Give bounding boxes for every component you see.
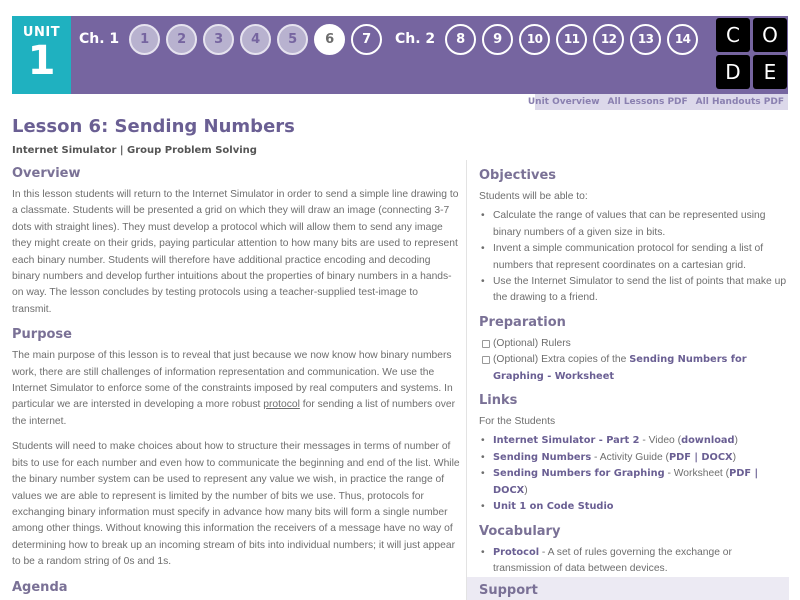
- support-heading: Support: [479, 583, 538, 598]
- chapter-1-nav: [79, 25, 388, 53]
- all-handouts-pdf-link[interactable]: All Handouts PDF: [695, 97, 784, 107]
- link-item: [479, 499, 788, 515]
- vocabulary-heading: Vocabulary: [479, 523, 561, 539]
- link-type: - Worksheet (: [664, 468, 730, 480]
- purpose-text-2: Students will need to make choices about how to structure their messages in terms of number of bits to use for each number and even how to communicate the beginning and end of the list. While the binary number system can be used to represent any value we wish, in practice the range of values we are able to represent is limited by the number of bits we use. Thus, protocols for exchanging binary information must specify in advance how many bits will form a single number among other things. Without knowing this information the receivers of a message have no way of determining how to break up an incoming stream of bits into individual numbers; it will just appear to be a random string of 0s and 1s.: [12, 441, 460, 568]
- link-item: [479, 433, 788, 449]
- logo-letter-d: D: [716, 55, 750, 89]
- vocabulary-list: [479, 545, 788, 578]
- purpose-text-part: for sending a list of numbers over the internet.: [12, 399, 456, 427]
- link-item: [479, 450, 788, 466]
- docx-link[interactable]: DOCX: [493, 484, 525, 496]
- preparation-item: [479, 336, 788, 352]
- vocab-term: Protocol: [493, 546, 540, 558]
- separator: |: [751, 468, 759, 480]
- support-section: [467, 577, 789, 600]
- main-content: [12, 166, 460, 600]
- overview-heading: Overview: [12, 166, 81, 181]
- paren: ): [524, 484, 528, 496]
- lesson-link-13[interactable]: 13: [630, 24, 661, 55]
- purpose-text-part: The main purpose of this lesson is to reveal that just because we now know how binary numbers work, there are still challenges of information representation and communication. We use the Internet Simulator to enforce some of the constraints imposed by real computers and systems. In particular we are intersted in developing a more robust: [12, 350, 453, 411]
- chapter-label: Ch. 2: [395, 31, 436, 47]
- page-title: Lesson 6: Sending Numbers: [12, 116, 295, 137]
- lesson-link-5[interactable]: 5: [277, 24, 308, 55]
- pdf-link[interactable]: PDF: [729, 468, 752, 480]
- lesson-link-3[interactable]: 3: [203, 24, 234, 55]
- logo-letter-c: C: [716, 18, 750, 52]
- download-link[interactable]: download: [681, 435, 735, 447]
- lesson-link-6-current[interactable]: 6: [314, 24, 345, 55]
- code-org-logo[interactable]: [716, 18, 788, 90]
- objective-item: • Calculate the range of values that can be represented using binary numbers of a given size in bits.: [479, 208, 788, 241]
- internet-simulator-link[interactable]: Internet Simulator - Part 2: [493, 435, 640, 447]
- paren: ): [734, 435, 738, 447]
- worksheet-link[interactable]: Sending Numbers for Graphing - Worksheet: [493, 354, 747, 382]
- objectives-intro: Students will be able to:: [479, 191, 588, 202]
- preparation-text: (Optional) Extra copies of the: [493, 354, 630, 366]
- unit-number: 1: [27, 38, 56, 84]
- objective-item: • Use the Internet Simulator to send the list of points that make up the drawing to a friend.: [479, 274, 788, 307]
- lesson-link-4[interactable]: 4: [240, 24, 271, 55]
- lesson-link-11[interactable]: 11: [556, 24, 587, 55]
- lesson-subtitle: Internet Simulator | Group Problem Solving: [12, 145, 257, 156]
- worksheet-title-link[interactable]: Sending Numbers for Graphing: [493, 468, 665, 480]
- unit-overview-link[interactable]: Unit Overview: [527, 97, 600, 107]
- separator: |: [691, 451, 702, 463]
- objectives-heading: Objectives: [479, 168, 557, 183]
- objective-item: • Invent a simple communication protocol for sending a list of numbers that represent coordinates on a cartesian grid.: [479, 241, 788, 274]
- lesson-link-14[interactable]: 14: [667, 24, 698, 55]
- chapter-label: Ch. 1: [79, 31, 120, 47]
- chapter-2-nav: [395, 25, 704, 53]
- protocol-vocab-link[interactable]: protocol: [263, 399, 300, 411]
- lesson-link-9[interactable]: 9: [482, 24, 513, 55]
- activity-guide-link[interactable]: Sending Numbers: [493, 451, 592, 463]
- vocab-item: [479, 545, 788, 578]
- link-type: - Video (: [639, 435, 682, 447]
- objectives-list: [479, 208, 788, 306]
- links-heading: Links: [479, 393, 518, 409]
- preparation-heading: Preparation: [479, 314, 566, 330]
- resource-links-bar: [527, 94, 788, 110]
- pdf-link[interactable]: PDF: [668, 451, 691, 463]
- logo-letter-o: O: [753, 18, 787, 52]
- docx-link[interactable]: DOCX: [701, 451, 733, 463]
- links-subheading: For the Students: [479, 416, 556, 428]
- vocab-definition: - A set of rules governing the exchange or transmission of data between devices.: [493, 546, 732, 574]
- paren: ): [732, 451, 737, 463]
- preparation-item: [479, 352, 788, 385]
- links-list: [479, 433, 788, 515]
- unit-label: UNIT: [22, 25, 61, 40]
- overview-text: In this lesson students will return to the Internet Simulator in order to send a simple line drawing to a classmate. Students will be presented a grid on which they will draw an image (connecting 3-7 dots with straight lines). They must develop a protocol which will allow them to send any image they might create on their grids, paying particular attention to how many bits are used to represent each binary number. Students will therefore have additional practice encoding and decoding binary numbers and develop further intuitions about the properties of binary numbers in a hands-on way. The lesson concludes by testing protocols using a teacher-supplied test-image to transmit.: [12, 189, 459, 315]
- link-item: [479, 466, 788, 499]
- sidebar: [466, 160, 788, 600]
- purpose-heading: Purpose: [12, 327, 72, 343]
- lesson-link-1[interactable]: 1: [129, 24, 160, 55]
- lesson-link-10[interactable]: 10: [519, 24, 550, 55]
- link-type: - Activity Guide (: [591, 451, 669, 463]
- preparation-text: (Optional) Rulers: [493, 337, 571, 349]
- lesson-link-7[interactable]: 7: [351, 24, 382, 55]
- lesson-link-8[interactable]: 8: [445, 24, 476, 55]
- unit-header: [12, 16, 788, 94]
- lesson-link-2[interactable]: 2: [166, 24, 197, 55]
- agenda-heading: Agenda: [12, 579, 68, 595]
- logo-letter-e: E: [753, 55, 787, 89]
- lesson-link-12[interactable]: 12: [593, 24, 624, 55]
- all-lessons-pdf-link[interactable]: All Lessons PDF: [607, 97, 688, 107]
- unit-badge[interactable]: [12, 16, 71, 94]
- code-studio-link[interactable]: Unit 1 on Code Studio: [493, 501, 614, 513]
- purpose-text-1: [12, 348, 460, 430]
- preparation-list: [479, 336, 788, 385]
